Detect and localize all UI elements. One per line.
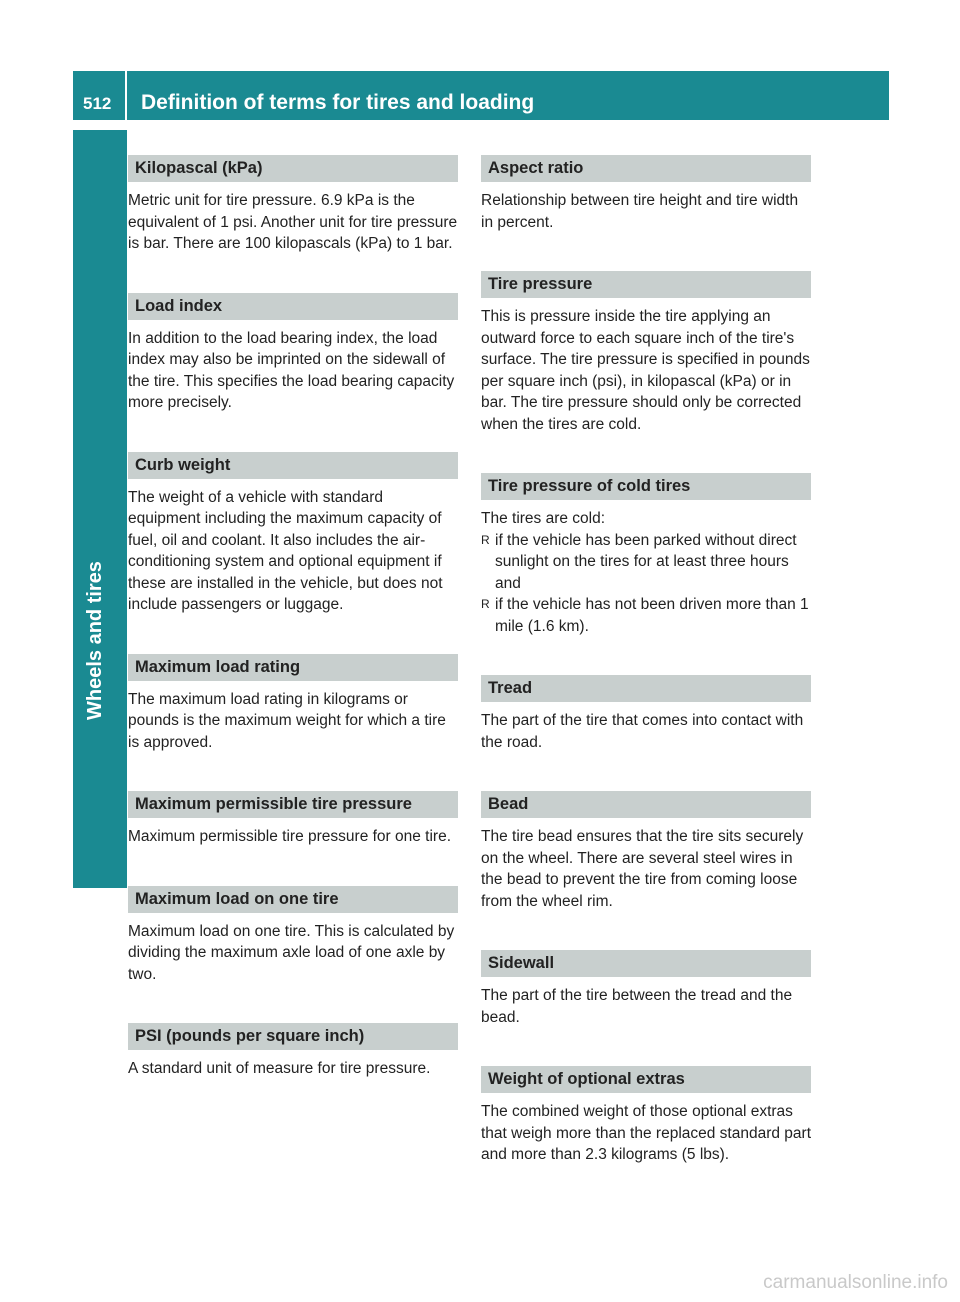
bullet-item: R if the vehicle has not been driven more than 1 mile (1.6 km). (481, 594, 811, 637)
section-heading: Maximum load on one tire (128, 886, 458, 913)
section-heading: Curb weight (128, 452, 458, 479)
page-header (73, 71, 889, 120)
section-heading: Load index (128, 293, 458, 320)
section-maximum-load-rating (128, 654, 458, 754)
page-title: Definition of terms for tires and loading (141, 91, 535, 114)
section-intro: The tires are cold: (481, 510, 606, 527)
section-heading: Tire pressure (481, 271, 811, 298)
section-text: The part of the tire that comes into contact with the road. (481, 712, 804, 751)
section-sidewall (481, 950, 811, 1028)
section-tire-pressure-cold-tires (481, 473, 811, 637)
section-tire-pressure (481, 271, 811, 435)
section-heading: Weight of optional extras (481, 1066, 811, 1093)
section-aspect-ratio (481, 155, 811, 233)
section-maximum-permissible-tire-pressure (128, 791, 458, 848)
section-maximum-load-on-one-tire (128, 886, 458, 986)
section-weight-optional-extras (481, 1066, 811, 1166)
section-heading: Aspect ratio (481, 155, 811, 182)
section-bead (481, 791, 811, 912)
section-load-index (128, 293, 458, 414)
section-text: The weight of a vehicle with standard equipment including the maximum capacity of fuel, oil and coolant. It also includes the air-conditioning system and optional equipment if these are installed in the vehicle, but does not include passengers or luggage. (128, 488, 443, 613)
section-text: Maximum load on one tire. This is calculated by dividing the maximum axle load of one axle by two. (128, 922, 455, 983)
section-heading: Tread (481, 675, 811, 702)
watermark: carmanualsonline.info (763, 1272, 948, 1293)
section-heading: Maximum permissible tire pressure (128, 791, 458, 818)
page-number: 512 (83, 94, 112, 113)
section-heading: PSI (pounds per square inch) (128, 1023, 458, 1050)
section-text: The part of the tire between the tread and the bead. (481, 987, 793, 1026)
section-text: Maximum permissible tire pressure for one tire. (128, 828, 452, 845)
section-tread (481, 675, 811, 753)
section-text: Relationship between tire height and tire width in percent. (481, 192, 799, 231)
chapter-side-label: Wheels and tires (84, 561, 106, 720)
section-text: The combined weight of those optional extras that weigh more than the replaced standard part and more than 2.3 kilograms (5 lbs). (481, 1103, 812, 1163)
section-heading: Tire pressure of cold tires (481, 473, 811, 500)
chapter-side-tab (73, 130, 127, 888)
section-text: The maximum load rating in kilograms or pounds is the maximum weight for which a tire is approved. (128, 690, 446, 751)
bullet-item: R if the vehicle has been parked without direct sunlight on the tires for at least three hours and (481, 530, 811, 595)
section-heading: Bead (481, 791, 811, 818)
section-psi (128, 1023, 458, 1080)
section-curb-weight (128, 452, 458, 616)
section-text: In addition to the load bearing index, the load index may also be imprinted on the sidewall of the tire. This specifies the load bearing capacity more precisely. (128, 329, 455, 411)
section-heading: Kilopascal (kPa) (128, 155, 458, 182)
right-column (481, 155, 811, 1204)
section-text: A standard unit of measure for tire pressure. (128, 1060, 431, 1077)
left-column (128, 155, 458, 1118)
bullet-list (481, 530, 811, 638)
section-heading: Maximum load rating (128, 654, 458, 681)
section-text: The tire bead ensures that the tire sits securely on the wheel. There are several steel wires in the bead to prevent the tire from coming loose from the wheel rim. (481, 828, 804, 910)
section-heading: Sidewall (481, 950, 811, 977)
section-kilopascal (128, 155, 458, 255)
section-text: This is pressure inside the tire applying an outward force to each square inch of the tire's surface. The tire pressure is specified in pounds per square inch (psi), in kilopascal (kPa) or in bar. The tire pressure should only be corrected when the tires are cold. (481, 308, 810, 433)
section-text: Metric unit for tire pressure. 6.9 kPa is the equivalent of 1 psi. Another unit for tire pressure is bar. There are 100 kilopascals (kPa) to 1 bar. (128, 192, 458, 252)
